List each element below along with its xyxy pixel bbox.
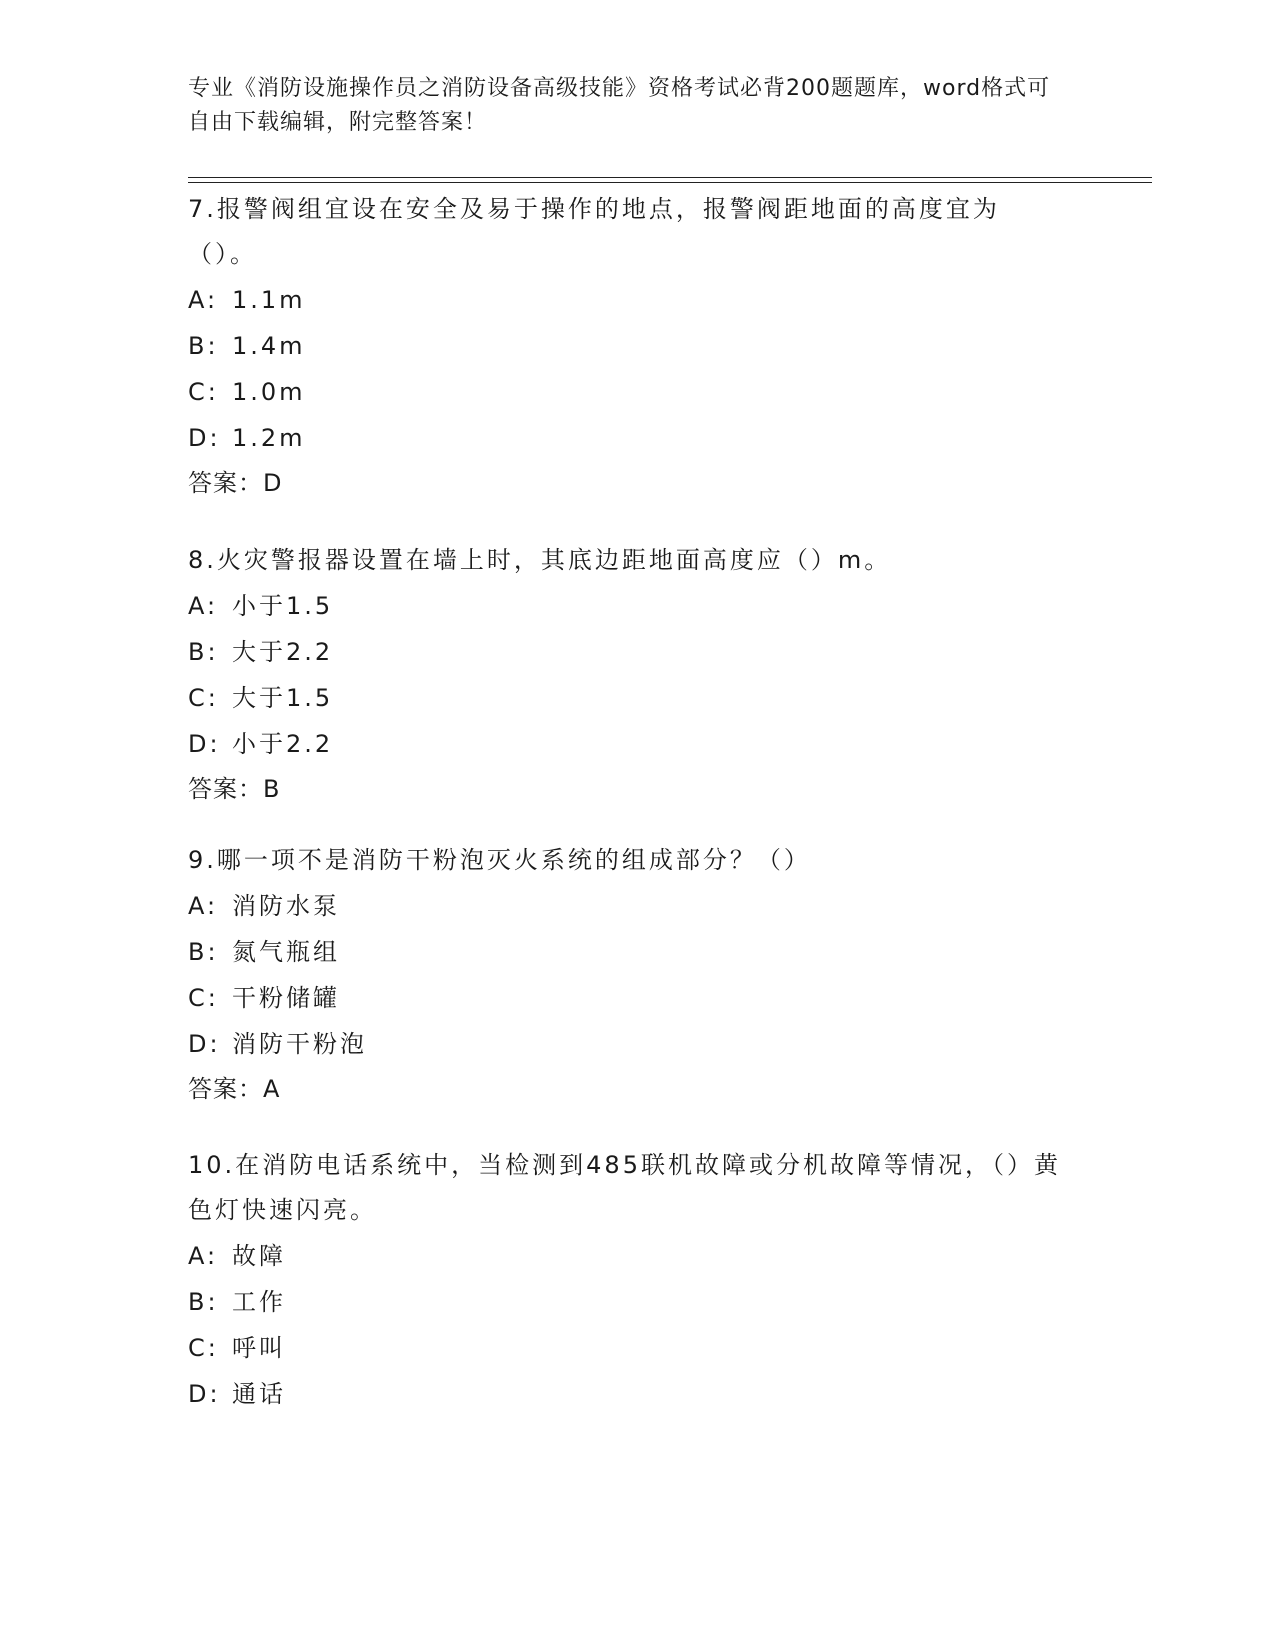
- option-text: 大于1.5: [232, 684, 334, 712]
- option-label: D:: [188, 1030, 221, 1058]
- question-8: [188, 538, 1068, 811]
- question-stem: 10.在消防电话系统中，当检测到485联机故障或分机故障等情况，（）黄色灯快速闪亮。: [188, 1151, 1061, 1224]
- option-text: 1.4m: [232, 332, 306, 360]
- option-label: D:: [188, 424, 221, 452]
- option-a: [188, 883, 1068, 929]
- option-c: [188, 1325, 1068, 1371]
- option-label: B:: [188, 638, 219, 666]
- option-label: C:: [188, 1334, 219, 1362]
- option-c: [188, 675, 1068, 721]
- option-text: 1.1m: [232, 286, 306, 314]
- option-b: [188, 323, 1068, 369]
- option-label: B:: [188, 1288, 219, 1316]
- option-label: B:: [188, 938, 219, 966]
- question-stem: 8.火灾警报器设置在墙上时，其底边距地面高度应（）m。: [188, 546, 892, 574]
- answer-line: 答案：A: [188, 1075, 281, 1103]
- option-label: A:: [188, 286, 219, 314]
- option-text: 小于1.5: [232, 592, 334, 620]
- option-c: [188, 369, 1068, 415]
- option-b: [188, 1279, 1068, 1325]
- option-c: [188, 975, 1068, 1021]
- option-label: C:: [188, 378, 219, 406]
- option-text: 氮气瓶组: [232, 938, 340, 966]
- question-9: [188, 838, 1068, 1111]
- option-a: [188, 277, 1068, 323]
- option-text: 消防水泵: [232, 892, 340, 920]
- option-d: [188, 1021, 1068, 1067]
- option-b: [188, 929, 1068, 975]
- option-text: 故障: [232, 1242, 286, 1270]
- option-text: 1.2m: [232, 424, 306, 452]
- option-b: [188, 629, 1068, 675]
- option-a: [188, 583, 1068, 629]
- option-d: [188, 1371, 1068, 1417]
- question-7: [188, 187, 1068, 505]
- option-text: 通话: [232, 1380, 286, 1408]
- option-text: 呼叫: [232, 1334, 286, 1362]
- question-stem: 7.报警阀组宜设在安全及易于操作的地点，报警阀距地面的高度宜为（）。: [188, 195, 1000, 268]
- option-label: A:: [188, 892, 219, 920]
- option-text: 小于2.2: [232, 730, 334, 758]
- answer-line: 答案：D: [188, 469, 283, 497]
- option-a: [188, 1233, 1068, 1279]
- document-header: 专业《消防设施操作员之消防设备高级技能》资格考试必背200题题库，word格式可自由下载编辑，附完整答案！: [188, 76, 1051, 135]
- answer-line: 答案：B: [188, 775, 281, 803]
- question-stem: 9.哪一项不是消防干粉泡灭火系统的组成部分？（）: [188, 846, 811, 874]
- option-text: 消防干粉泡: [232, 1030, 367, 1058]
- header-divider-top: [188, 177, 1152, 178]
- option-label: B:: [188, 332, 219, 360]
- option-text: 工作: [232, 1288, 286, 1316]
- header-divider-bottom: [188, 182, 1152, 183]
- option-label: C:: [188, 684, 219, 712]
- option-label: A:: [188, 592, 219, 620]
- option-label: D:: [188, 730, 221, 758]
- option-d: [188, 721, 1068, 767]
- option-label: D:: [188, 1380, 221, 1408]
- option-d: [188, 415, 1068, 461]
- option-text: 1.0m: [232, 378, 306, 406]
- option-label: A:: [188, 1242, 219, 1270]
- option-label: C:: [188, 984, 219, 1012]
- question-10: [188, 1143, 1068, 1417]
- option-text: 大于2.2: [232, 638, 334, 666]
- option-text: 干粉储罐: [232, 984, 340, 1012]
